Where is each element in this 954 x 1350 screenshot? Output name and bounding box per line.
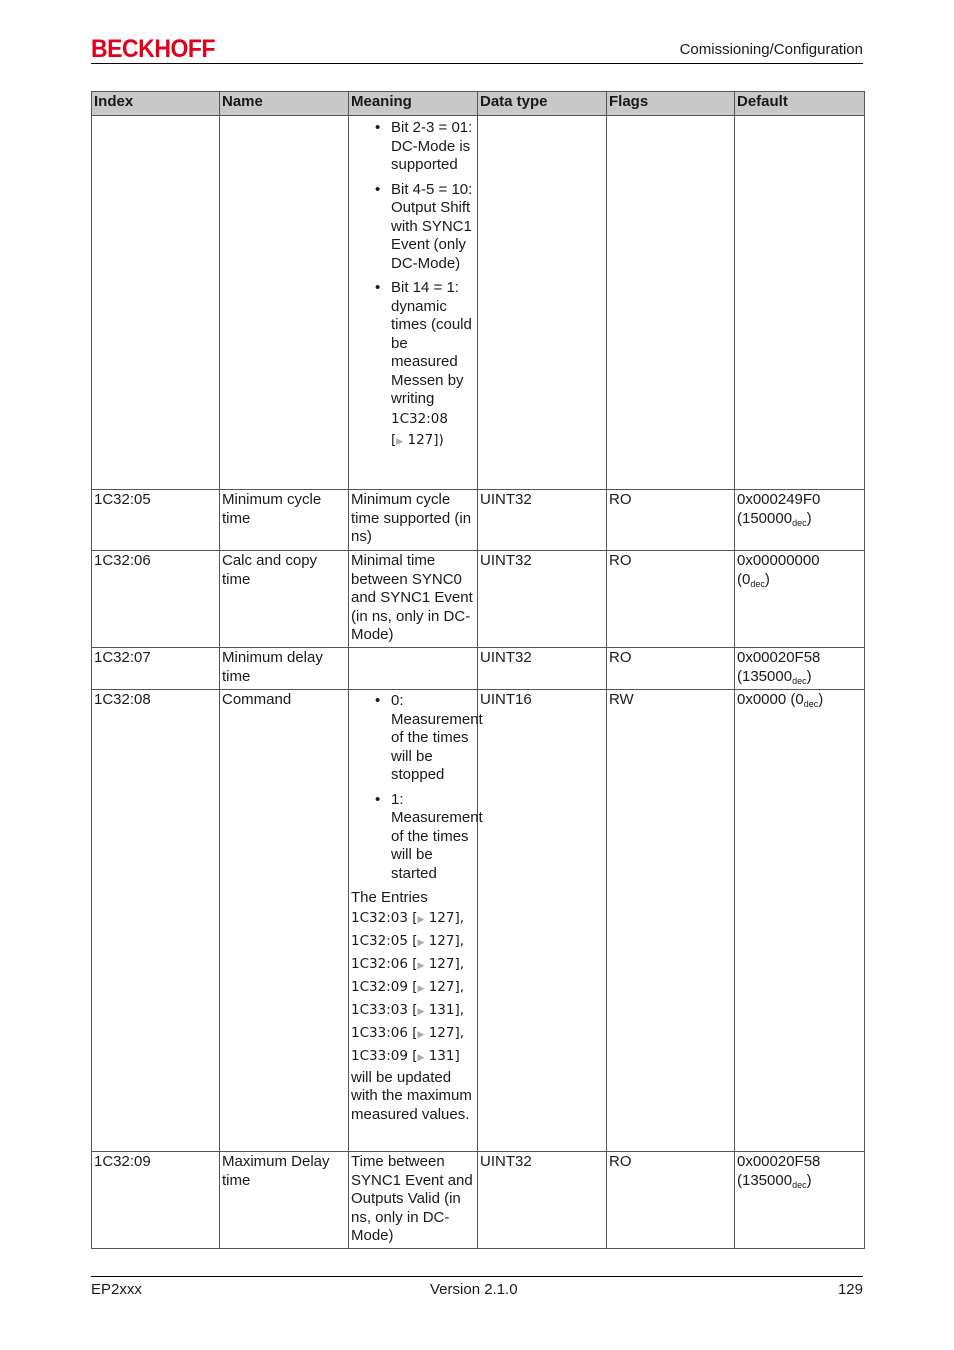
entry-link[interactable]: 1C32:05 [▶ 127],	[351, 932, 465, 949]
cell-meaning: Time between SYNC1 Event and Outputs Valid (in ns, only in DC-Mode)	[349, 1152, 478, 1249]
default-close: )	[806, 667, 812, 685]
link-arrow-icon: ▶	[417, 1029, 425, 1040]
column-header-name: Name	[220, 92, 349, 116]
cell-flags: RO	[607, 648, 735, 690]
default-dec: (135000	[737, 667, 793, 685]
entry-link[interactable]: 1C32:03 [▶ 127],	[351, 909, 465, 926]
entry-index: 1C33:09	[351, 1047, 408, 1064]
default-value: 0x0000 (0	[737, 691, 804, 708]
beckhoff-logo: BECKHOFF	[91, 35, 216, 63]
list-item: • Bit 4-5 = 10: Output Shift with SYNC1 Event (only DC-Mode)	[391, 181, 475, 274]
table-row	[92, 648, 865, 690]
entry-index: 1C32:06	[351, 955, 408, 972]
dec-subscript: dec	[792, 1179, 807, 1190]
default-dec: (0	[737, 570, 751, 588]
column-header-data-type: Data type	[478, 92, 607, 116]
entry-ref: 127],	[428, 932, 465, 949]
cell-name: Minimum cycle time	[220, 490, 349, 551]
column-header-index: Index	[92, 92, 220, 116]
cell-meaning	[349, 648, 478, 690]
cell-meaning	[349, 116, 478, 490]
cell-index: 1C32:06	[92, 551, 220, 648]
default-dec: (135000	[737, 1171, 793, 1189]
table-row	[92, 1152, 865, 1249]
cell-data-type: UINT16	[478, 690, 607, 1152]
dec-subscript: dec	[750, 578, 765, 589]
cell-flags: RO	[607, 1152, 735, 1249]
link-arrow-icon: ▶	[396, 436, 404, 447]
entry-ref: 127],	[428, 955, 465, 972]
entry-index: 1C33:06	[351, 1024, 408, 1041]
cross-reference-link[interactable]: 1C32:08	[391, 410, 448, 427]
cell-data-type: UINT32	[478, 490, 607, 551]
link-arrow-icon: ▶	[417, 937, 425, 948]
cell-name: Minimum delay time	[220, 648, 349, 690]
entry-ref: 131],	[428, 1001, 465, 1018]
cell-index: 1C32:09	[92, 1152, 220, 1249]
entry-index: 1C33:03	[351, 1001, 408, 1018]
default-hex: 0x00020F58	[737, 1153, 821, 1170]
table-header-row	[92, 92, 865, 116]
default-hex: 0x00020F58	[737, 649, 821, 666]
footer-version: Version 2.1.0	[430, 1281, 518, 1298]
cell-data-type	[478, 116, 607, 490]
link-arrow-icon: ▶	[417, 1052, 425, 1063]
footer-product: EP2xxx	[91, 1281, 142, 1298]
entry-link[interactable]: 1C32:06 [▶ 127],	[351, 955, 465, 972]
section-title: Comissioning/Configuration	[679, 41, 863, 58]
entries-intro: The Entries	[351, 889, 428, 906]
link-arrow-icon: ▶	[417, 914, 425, 925]
cell-meaning: Minimum cycle time supported (in ns)	[349, 490, 478, 551]
cell-index: 1C32:08	[92, 690, 220, 1152]
cell-flags: RW	[607, 690, 735, 1152]
entry-ref: 127],	[428, 909, 465, 926]
footer-page-number: 129	[837, 1281, 863, 1298]
cell-flags	[607, 116, 735, 490]
entry-ref: 127],	[428, 978, 465, 995]
cell-default	[735, 690, 865, 1152]
column-header-meaning: Meaning	[349, 92, 478, 116]
header-rule	[91, 63, 863, 64]
list-item: • 1: Measurement of the times will be started	[391, 791, 475, 884]
dec-subscript: dec	[792, 675, 807, 686]
link-arrow-icon: ▶	[417, 960, 425, 971]
entry-index: 1C32:03	[351, 909, 408, 926]
cell-name: Calc and copy time	[220, 551, 349, 648]
default-close: )	[818, 691, 824, 708]
cell-index: 1C32:07	[92, 648, 220, 690]
cell-index: 1C32:05	[92, 490, 220, 551]
entries-outro: will be updated with the maximum measured values.	[351, 1068, 472, 1123]
entry-link[interactable]: 1C33:06 [▶ 127],	[351, 1024, 465, 1041]
cell-flags: RO	[607, 551, 735, 648]
cell-default	[735, 1152, 865, 1249]
list-item-text: Bit 14 = 1: dynamic times (could be measured Messen by writing	[391, 279, 472, 407]
table-row	[92, 690, 865, 1152]
entry-index: 1C32:05	[351, 932, 408, 949]
cell-data-type: UINT32	[478, 551, 607, 648]
cell-data-type: UINT32	[478, 1152, 607, 1249]
cell-name: Command	[220, 690, 349, 1152]
dec-subscript: dec	[792, 517, 807, 528]
entry-link[interactable]: 1C33:09 [▶ 131]	[351, 1047, 460, 1064]
object-table	[91, 91, 865, 1249]
cross-reference-link[interactable]: [▶ 127])	[391, 431, 444, 448]
entry-ref: 127],	[428, 1024, 465, 1041]
table-row	[92, 551, 865, 648]
cell-flags: RO	[607, 490, 735, 551]
list-item	[391, 279, 475, 453]
default-hex: 0x00000000	[737, 552, 820, 569]
cell-default	[735, 116, 865, 490]
cell-default	[735, 648, 865, 690]
column-header-default: Default	[735, 92, 865, 116]
link-arrow-icon: ▶	[417, 983, 425, 994]
table-row	[92, 490, 865, 551]
cell-index	[92, 116, 220, 490]
entry-link[interactable]: 1C32:09 [▶ 127],	[351, 978, 465, 995]
bullet-list	[351, 692, 483, 883]
dec-subscript: dec	[803, 699, 819, 709]
default-close: )	[806, 1171, 812, 1189]
column-header-flags: Flags	[607, 92, 735, 116]
entry-link[interactable]: 1C33:03 [▶ 131],	[351, 1001, 465, 1018]
cell-name: Maximum Delay time	[220, 1152, 349, 1249]
entry-index: 1C32:09	[351, 978, 408, 995]
link-page-ref: 127])	[407, 431, 444, 448]
list-item: • 0: Measurement of the times will be stopped	[391, 692, 475, 785]
cell-name	[220, 116, 349, 490]
list-item: • Bit 2-3 = 01: DC-Mode is supported	[391, 119, 475, 175]
cell-meaning	[349, 690, 483, 1152]
cell-meaning: Minimal time between SYNC0 and SYNC1 Event (in ns, only in DC-Mode)	[349, 551, 478, 648]
table-row	[92, 116, 865, 490]
default-hex: 0x000249F0	[737, 491, 821, 508]
bullet-list	[351, 119, 475, 453]
footer-rule	[91, 1276, 863, 1277]
default-close: )	[764, 570, 770, 588]
cell-default	[735, 490, 865, 551]
cell-data-type: UINT32	[478, 648, 607, 690]
cell-default	[735, 551, 865, 648]
default-close: )	[806, 509, 812, 527]
link-arrow-icon: ▶	[417, 1006, 425, 1017]
entry-ref: 131]	[428, 1047, 460, 1064]
default-dec: (150000	[737, 509, 793, 527]
